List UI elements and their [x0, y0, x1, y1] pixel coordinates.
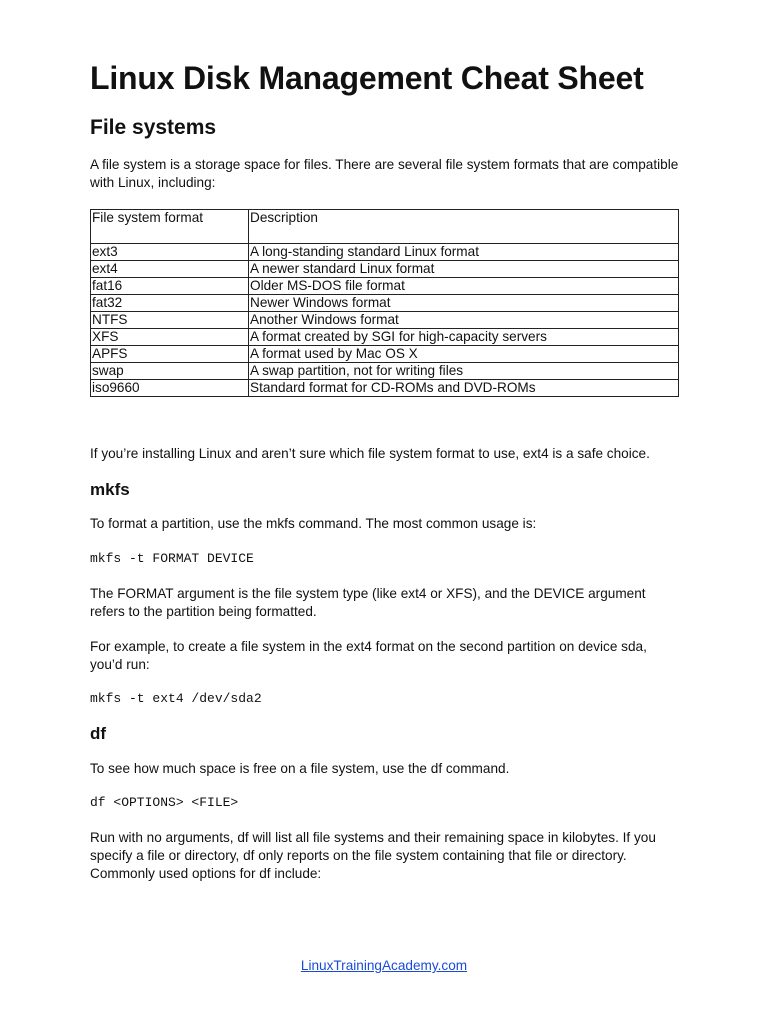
table-cell-description: A format created by SGI for high-capacity servers	[249, 329, 679, 346]
table-cell-format: ext4	[91, 261, 249, 278]
file-systems-heading: File systems	[90, 116, 217, 139]
table-row	[91, 295, 679, 312]
table-row	[91, 312, 679, 329]
mkfs-usage-code: mkfs -t FORMAT DEVICE	[90, 551, 254, 566]
page-title: Linux Disk Management Cheat Sheet	[90, 60, 644, 96]
table-cell-description: A format used by Mac OS X	[249, 346, 679, 363]
table-header-description: Description	[249, 210, 679, 244]
mkfs-intro: To format a partition, use the mkfs command. The most common usage is:	[90, 516, 537, 531]
table-cell-description: Standard format for CD-ROMs and DVD-ROMs	[249, 380, 679, 397]
table-cell-format: iso9660	[91, 380, 249, 397]
table-cell-format: fat16	[91, 278, 249, 295]
df-usage-code: df <OPTIONS> <FILE>	[90, 795, 239, 810]
table-header-format: File system format	[91, 210, 249, 244]
table-cell-description: Newer Windows format	[249, 295, 679, 312]
df-heading: df	[90, 724, 107, 743]
file-systems-note: If you’re installing Linux and aren’t sure which file system format to use, ext4 is a safe choice.	[90, 446, 650, 461]
mkfs-heading: mkfs	[90, 480, 130, 499]
table-cell-format: fat32	[91, 295, 249, 312]
table-cell-description: A newer standard Linux format	[249, 261, 679, 278]
table-cell-format: swap	[91, 363, 249, 380]
mkfs-example-code: mkfs -t ext4 /dev/sda2	[90, 691, 262, 706]
table-cell-description: Older MS-DOS file format	[249, 278, 679, 295]
table-cell-description: A swap partition, not for writing files	[249, 363, 679, 380]
table-cell-description: Another Windows format	[249, 312, 679, 329]
table-cell-format: XFS	[91, 329, 249, 346]
table-cell-format: ext3	[91, 244, 249, 261]
table-row	[91, 346, 679, 363]
table-row	[91, 329, 679, 346]
df-explanation: Run with no arguments, df will list all file systems and their remaining space in kilobytes. If you specify a file or directory, df only reports on the file system containing that file or directory. Commonly used options for df include:	[90, 830, 656, 881]
table-row	[91, 244, 679, 261]
table-row	[91, 380, 679, 397]
mkfs-example-intro: For example, to create a file system in the ext4 format on the second partition on device sda, you’d run:	[90, 639, 647, 672]
file-system-table	[90, 209, 679, 397]
table-cell-description: A long-standing standard Linux format	[249, 244, 679, 261]
df-intro: To see how much space is free on a file system, use the df command.	[90, 761, 510, 776]
table-cell-format: APFS	[91, 346, 249, 363]
footer-website-link[interactable]: LinuxTrainingAcademy.com	[300, 958, 468, 973]
table-row	[91, 261, 679, 278]
table-cell-format: NTFS	[91, 312, 249, 329]
table-header-row	[91, 210, 679, 244]
file-systems-intro: A file system is a storage space for files. There are several file system formats that are compatible with Linux, including:	[90, 157, 679, 190]
table-row	[91, 363, 679, 380]
table-row	[91, 278, 679, 295]
mkfs-explanation: The FORMAT argument is the file system type (like ext4 or XFS), and the DEVICE argument refers to the partition being formatted.	[90, 586, 646, 619]
